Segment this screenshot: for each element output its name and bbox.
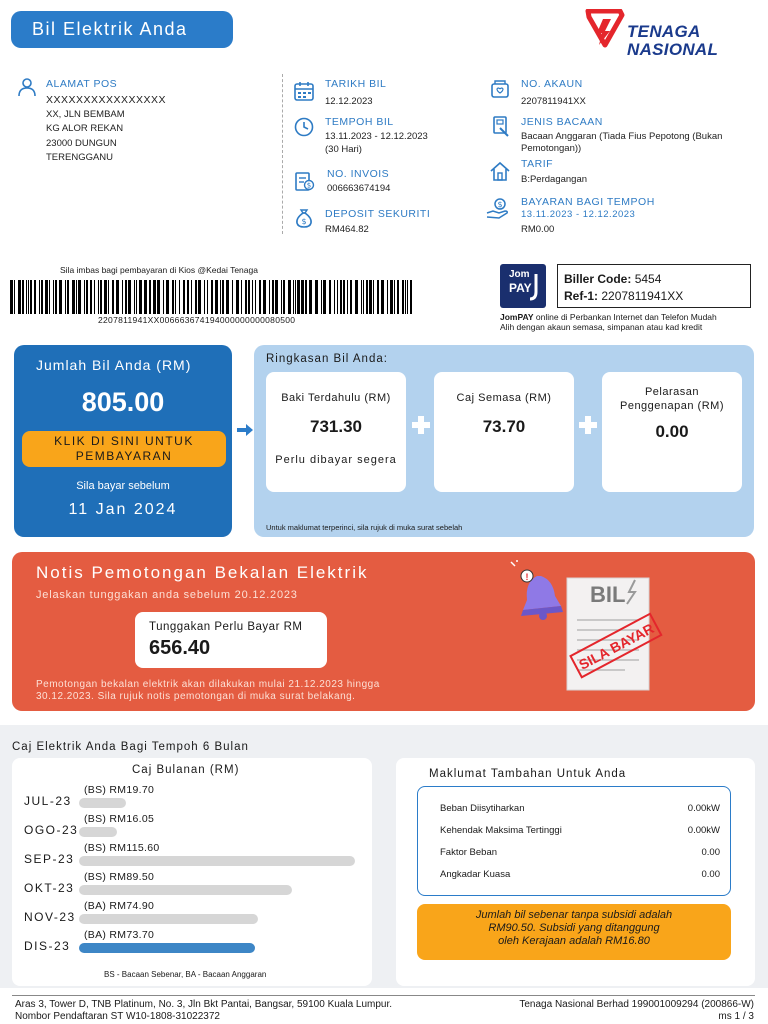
bell-icon [511,560,563,620]
notice-paragraph: Pemotongan bekalan elektrik akan dilakukan mulai 21.12.2023 hingga 30.12.2023. Sila rujuk notis pemotongan di muka surat belakang. [36,679,380,702]
barcode-bar [288,280,291,314]
barcode-bar [67,280,69,314]
barcode-bar [321,280,322,314]
bar-value-label: (BS) RM115.60 [84,842,160,854]
bill-period-value: 13.11.2023 - 12.12.2023 (30 Hari) [325,131,428,155]
info-row: Angkadar Kuasa 0.00 [440,869,720,880]
page-title: Bil Elektrik Anda [11,11,233,48]
barcode-bar [309,280,312,314]
month-label: JUL-23 [24,794,72,808]
barcode-bar [232,280,233,314]
invoice-value: 006663674194 [327,183,391,194]
barcode-bar [259,280,261,314]
calendar-icon [293,80,315,102]
barcode-bar [283,280,285,314]
current-charge-card: Caj Semasa (RM) 73.70 [434,372,574,492]
history-title: Caj Elektrik Anda Bagi Tempoh 6 Bulan [12,741,249,753]
bar-okt-23 [79,885,292,895]
month-label: DIS-23 [24,939,71,953]
barcode-bar [125,280,127,314]
barcode-bar [245,280,247,314]
summary-title: Ringkasan Bil Anda: [266,353,388,365]
previous-balance-card: Baki Terdahulu (RM) 731.30 Perlu dibayar segera [266,372,406,492]
barcode-bar [340,280,342,314]
barcode-bar [397,280,399,314]
invoice-icon [293,170,315,192]
notice-title: Notis Pemotongan Bekalan Elektrik [36,563,369,582]
bar-value-label: (BA) RM73.70 [84,929,155,941]
payment-barcode [10,280,415,314]
info-table [417,786,731,896]
chart-row-nov [12,900,372,929]
barcode-bar [361,280,362,314]
total-bill-panel [14,345,232,537]
barcode-bar [281,280,282,314]
pay-now-button[interactable]: KLIK DI SINI UNTUK PEMBAYARAN [22,431,226,467]
barcode-bar [211,280,213,314]
invoice-label: NO. INVOIS [327,168,390,180]
barcode-bar [49,280,50,314]
chart-row-okt [12,871,372,900]
barcode-bar [172,280,174,314]
barcode-bar [100,280,102,314]
barcode-bar [112,280,114,314]
summary-note: Untuk maklumat terperinci, sila rujuk di muka surat sebelah [266,523,463,532]
barcode-bar [269,280,270,314]
barcode-caption: Sila imbas bagi pembayaran di Kios @Kedai Tenaga [60,265,258,275]
payment-period-label: BAYARAN BAGI TEMPOH [521,196,655,208]
info-row: Faktor Beban 0.00 [440,847,720,858]
payment-period-value: RM0.00 [521,224,555,235]
barcode-bar [248,280,250,314]
page-number: ms 1 / 3 [718,1011,754,1022]
barcode-bar [329,280,331,314]
barcode-bar [134,280,135,314]
svg-text:!: ! [525,572,529,582]
biller-box: Biller Code: 5454 Ref-1: 2207811941XX [557,264,751,308]
barcode-bar [347,280,348,314]
footer-company: Tenaga Nasional Berhad 199001009294 (200866-W) ms 1 / 3 [506,999,754,1023]
barcode-bar [128,280,131,314]
address-block: XXXXXXXXXXXXXXXX XX, JLN BEMBAM KG ALOR REKAN 23000 DUNGUN TERENGGANU [46,94,167,163]
barcode-bar [222,280,224,314]
barcode-bar [377,280,379,314]
barcode-bar [394,280,395,314]
barcode-bar [59,280,62,314]
barcode-bar [34,280,36,314]
jompay-hook-icon [528,272,542,302]
chart-row-jul [12,784,372,813]
house-icon [489,160,511,182]
barcode-bar [220,280,221,314]
barcode-bar [241,280,242,314]
jompay-caption: JomPAY online di Perbankan Internet dan Telefon Mudah Alih dengan akaun semasa, simpanan atau kad kredit [500,312,717,332]
barcode-bar [215,280,218,314]
barcode-bar [381,280,384,314]
barcode-bar [204,280,205,314]
due-label: Sila bayar sebelum [76,480,170,492]
account-label: NO. AKAUN [521,78,583,90]
barcode-bar [343,280,345,314]
barcode-bar [191,280,192,314]
barcode-bar [122,280,123,314]
barcode-bar [390,280,393,314]
additional-info-card [396,758,755,986]
arrow-right-icon [236,423,254,437]
svg-text:SILA BAYAR: SILA BAYAR [576,619,657,673]
tariff-label: TARIF [521,158,554,170]
svg-text:$: $ [301,217,307,226]
barcode-bar [295,280,296,314]
footer-divider [12,995,755,996]
divider [282,74,283,234]
barcode-bar [350,280,352,314]
monthly-charges-chart [12,758,372,986]
barcode-bar [90,280,92,314]
barcode-bar [78,280,81,314]
month-label: NOV-23 [24,910,76,924]
total-label: Jumlah Bil Anda (RM) [36,357,192,373]
barcode-bar [26,280,27,314]
barcode-bar [315,280,318,314]
info-title: Maklumat Tambahan Untuk Anda [429,768,627,780]
bar-sep-23 [79,856,355,866]
notice-subtitle: Jelaskan tunggakan anda sebelum 20.12.2023 [36,589,298,601]
barcode-number: 2207811941XX006663674194000000000080500 [98,315,296,325]
meter-reading-icon [490,115,512,137]
barcode-bar [163,280,164,314]
deposit-value: RM464.82 [325,224,369,235]
payment-period-dates: 13.11.2023 - 12.12.2023 [521,209,636,220]
month-label: SEP-23 [24,852,75,866]
barcode-bar [272,280,274,314]
bill-reminder-illustration [505,560,665,700]
barcode-bar [301,280,304,314]
barcode-bar [41,280,43,314]
barcode-bar [84,280,85,314]
barcode-bar [355,280,358,314]
barcode-bar [252,280,253,314]
barcode-bar [14,280,15,314]
barcode-bar [28,280,29,314]
barcode-bar [207,280,208,314]
barcode-bar [139,280,142,314]
barcode-bar [226,280,229,314]
tnb-logo [585,9,755,65]
barcode-bar [53,280,54,314]
plus-icon [578,415,598,435]
barcode-bar [22,280,24,314]
barcode-bar [297,280,300,314]
logo-text: TENAGA NASIONAL [627,22,719,59]
due-date: 11 Jan 2024 [68,501,178,518]
deposit-label: DEPOSIT SEKURITI [325,208,431,220]
barcode-bar [179,280,180,314]
chart-legend: BS - Bacaan Sebenar, BA - Bacaan Anggaran [104,970,267,979]
money-bag-icon [293,207,315,229]
address-label: ALAMAT POS [46,78,118,90]
footer-address: Aras 3, Tower D, TNB Platinum, No. 3, Jln Bkt Pantai, Bangsar, 59100 Kuala Lumpur. Nombor Pendaftaran ST W10-1808-31022372 [15,999,393,1022]
arrears-box: Tunggakan Perlu Bayar RM 656.40 [135,612,327,668]
bill-summary-panel [254,345,754,537]
barcode-bar [10,280,13,314]
chart-title: Caj Bulanan (RM) [132,764,240,776]
barcode-bar [144,280,147,314]
bill-period-label: TEMPOH BIL [325,116,394,128]
account-icon [489,78,511,100]
person-icon [16,76,38,98]
barcode-bar [94,280,95,314]
barcode-bar [183,280,185,314]
month-label: OGO-23 [24,823,79,837]
total-amount: 805.00 [81,387,165,417]
barcode-bar [323,280,326,314]
hand-payment-icon [485,196,511,222]
barcode-bar [366,280,368,314]
tnb-logo-icon [585,9,625,59]
reading-type-label: JENIS BACAAN [521,116,603,128]
barcode-bar [45,280,48,314]
bar-jul-23 [79,798,126,808]
tariff-value: B:Perdagangan [521,174,588,185]
info-row: Kehendak Maksima Tertinggi 0.00kW [440,825,720,836]
barcode-bar [18,280,21,314]
barcode-bar [76,280,77,314]
barcode-bar [255,280,256,314]
barcode-bar [149,280,151,314]
account-value: 2207811941XX [521,96,586,107]
subsidy-note: Jumlah bil sebenar tanpa subsidi adalah RM90.50. Subsidi yang ditanggung oleh Kerajaan adalah RM16.80 [417,904,731,960]
bill-date-value: 12.12.2023 [325,96,373,107]
barcode-bar [157,280,160,314]
svg-text:BIL: BIL [590,582,626,607]
barcode-bar [104,280,107,314]
barcode-bar [407,280,408,314]
barcode-bar [39,280,40,314]
barcode-bar [236,280,239,314]
jompay-logo: Jom PAY [500,264,546,308]
info-row: Beban Diisytiharkan 0.00kW [440,803,720,814]
reading-type-value: Bacaan Anggaran (Tiada Fius Pepotong (Bukan Pemotongan)) [521,131,723,154]
bar-ogo-23 [79,827,117,837]
barcode-bar [387,280,388,314]
barcode-bar [198,280,201,314]
svg-text:$: $ [306,181,312,190]
month-label: OKT-23 [24,881,75,895]
barcode-bar [30,280,32,314]
barcode-bar [136,280,137,314]
chart-row-sep [12,842,372,871]
barcode-bar [108,280,109,314]
barcode-bar [166,280,169,314]
barcode-bar [187,280,189,314]
barcode-bar [337,280,338,314]
bill-date-label: TARIKH BIL [325,78,387,90]
barcode-bar [195,280,197,314]
plus-icon [411,415,431,435]
barcode-bar [410,280,412,314]
bar-nov-23 [79,914,258,924]
barcode-bar [98,280,99,314]
barcode-bar [373,280,374,314]
barcode-bar [153,280,156,314]
bar-value-label: (BS) RM19.70 [84,784,155,796]
bar-value-label: (BA) RM74.90 [84,900,155,912]
clock-icon [293,116,315,138]
barcode-bar [363,280,364,314]
barcode-bar [334,280,335,314]
barcode-bar [65,280,66,314]
barcode-bar [293,280,294,314]
barcode-bar [405,280,406,314]
barcode-bar [72,280,75,314]
bar-value-label: (BS) RM16.05 [84,813,155,825]
chart-row-dis [12,929,372,958]
barcode-bar [263,280,266,314]
barcode-bar [402,280,404,314]
barcode-bar [175,280,176,314]
barcode-bar [86,280,88,314]
svg-text:$: $ [497,200,503,209]
bar-dis-23 [79,943,255,953]
chart-row-ogo [12,813,372,842]
barcode-bar [55,280,57,314]
barcode-bar [369,280,372,314]
rounding-adjustment-card: Pelarasan Penggenapan (RM) 0.00 [602,372,742,492]
barcode-bar [116,280,119,314]
barcode-bar [275,280,278,314]
bar-value-label: (BS) RM89.50 [84,871,155,883]
barcode-bar [305,280,307,314]
